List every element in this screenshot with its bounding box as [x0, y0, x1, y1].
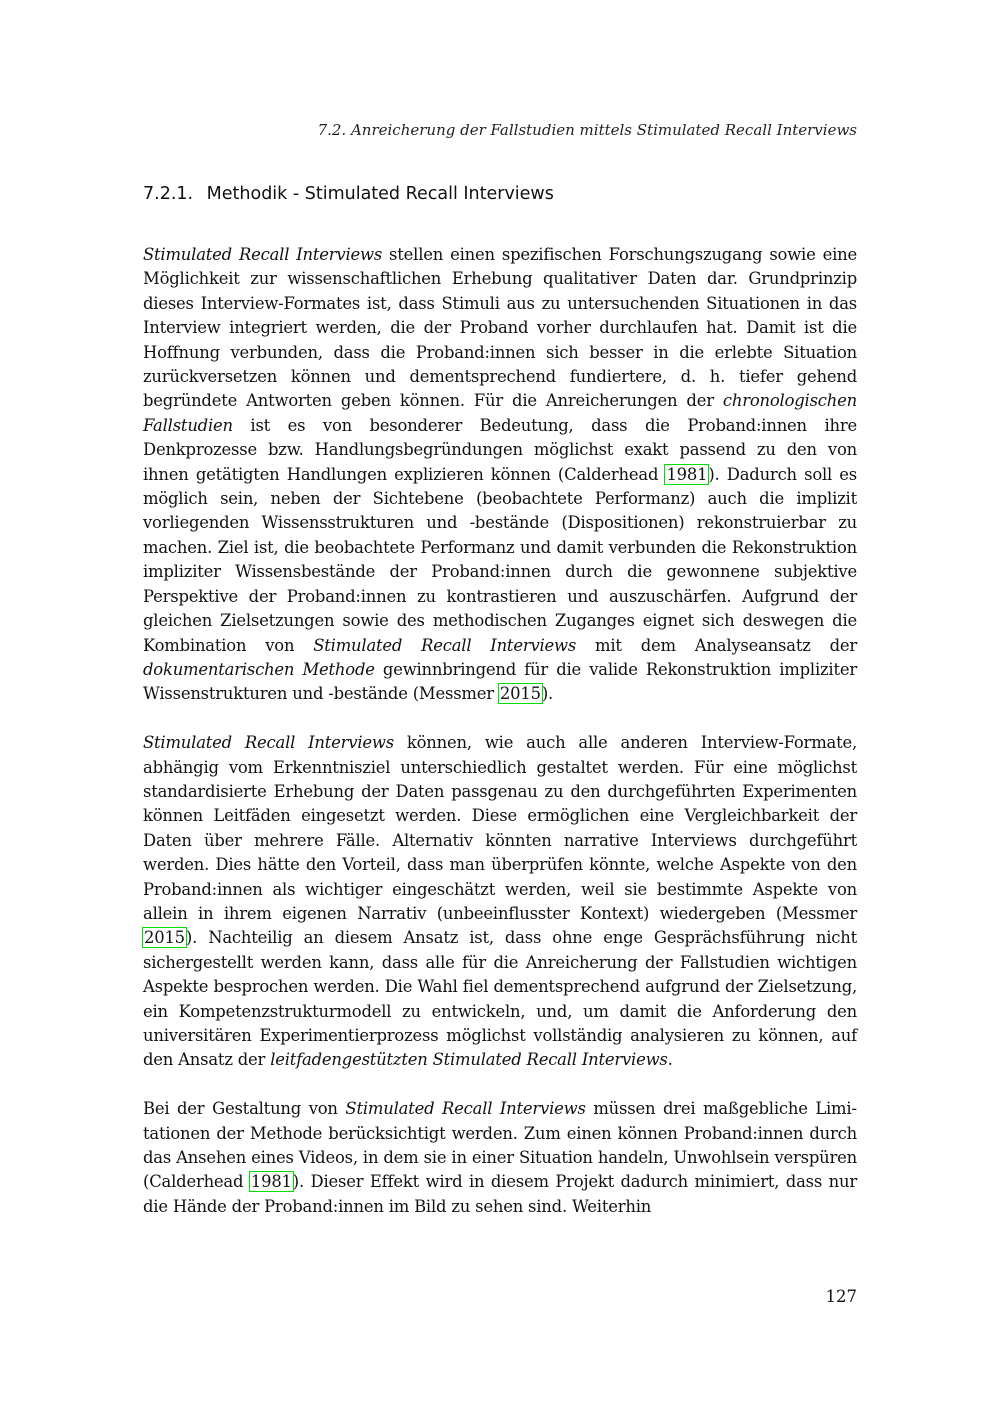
citation-link[interactable]: 1981	[666, 464, 708, 484]
italic-term: chronologischen Fallstudien	[143, 391, 857, 435]
citation-link[interactable]: 2015	[144, 928, 185, 948]
paragraph	[143, 731, 857, 1073]
text-run: gewinnbringend für die valide Rekonstruktion impliziter Wissenstrukturen und -bestände (Messmer	[143, 659, 857, 704]
section-number: 7.2.1.	[143, 184, 194, 204]
text-run: ). Nachteilig an diesem Ansatz ist, dass ohne enge Gesprächsführung nicht sichergestellt werden kann, dass alle für die Anreicherung der Fallstudien wichtigen Aspekte besprochen werden. Die Wahl fiel dementsprechend aufgrund der Zielsetzung, ein Kompetenzstrukturmodell zu entwickeln, und, um damit die Anforderung den universitären Experimentierprozess möglichst vollständig analysieren zu können, auf den Ansatz der	[143, 928, 857, 1070]
citation-link[interactable]: 2015	[499, 684, 541, 704]
italic-term: leitfadengestützten Stimulated Recall Interviews	[270, 1050, 668, 1070]
page-number: 127	[825, 1287, 857, 1306]
italic-term: Stimulated Recall Interviews	[313, 635, 577, 655]
text-run: Bei der Gestaltung von	[143, 1099, 346, 1119]
text-run: stellen einen spezifischen Forschungszugang sowie eine Möglichkeit zur wissenschaftlichen Erhebung qualitativer Daten dar. Grundprinzip dieses Interview-Formates ist, dass Stimuli aus zu untersuchenden Situationen in das Interview integriert werden, die der Proband vorher durchlaufen hat. Damit ist die Hoffnung verbunden, dass die Proband:innen sich besser in die erlebte Situation zurückversetzen können und dementsprechend fundiertere, d. h. tiefer gehend begründete Antworten geben können. Für die Anreicherungen der	[143, 245, 857, 411]
paragraph	[143, 243, 857, 707]
text-run: müssen drei maßgebliche Limitationen der Methode berücksichtigt werden. Zum einen können Proband:innen durch das Ansehen eines Videos, in dem sie in einer Situation handeln, Unwohlsein verspüren (Calderhead	[143, 1099, 857, 1192]
running-header: 7.2. Anreicherung der Fallstudien mittels Stimulated Recall Interviews	[317, 121, 857, 139]
section-heading	[143, 182, 857, 206]
italic-term: dokumentarischen Methode	[143, 659, 375, 679]
paragraph	[143, 1097, 857, 1219]
text-run: ).	[541, 684, 554, 704]
italic-term: Stimulated Recall Interviews	[143, 733, 394, 753]
section-title: Methodik - Stimulated Recall Interviews	[206, 184, 554, 204]
text-run: können, wie auch alle anderen Interview-Formate, abhängig vom Erkenntnisziel unterschiedlich gestaltet werden. Für eine möglichst standardisierte Erhebung der Daten passgenau zu den durchgeführten Experimenten können Leitfäden eingesetzt werden. Diese ermöglichen eine Vergleichbarkeit der Daten über mehrere Fälle. Alternativ könnten narrative Interviews durchgeführt werden. Dies hätte den Vorteil, dass man überprüfen könnte, welche Aspekte von den Proband:innen als wichtiger eingeschätzt werden, weil sie bestimmte Aspekte von allein in ihrem eigenen Narrativ (unbeeinflusster Kontext) wiedergeben (Messmer	[143, 733, 858, 923]
text-run: mit dem Analyseansatz der	[576, 635, 858, 655]
text-run: .	[667, 1050, 673, 1070]
text-run: ist es von besonderer Bedeutung, dass die Proband:innen ihre Denkprozesse bzw. Handlungsbegründungen möglichst exakt passend zu den von ihnen getätigten Handlungen explizieren können (Calderhead	[143, 415, 857, 484]
italic-term: Stimulated Recall Interviews	[143, 245, 383, 264]
italic-term: Stimulated Recall Interviews	[345, 1099, 586, 1119]
text-run: ). Dieser Effekt wird in diesem Projekt dadurch minimiert, dass nur die Hände der Proband:innen im Bild zu sehen sind. Weiterhin	[143, 1172, 857, 1216]
text-run: ). Dadurch soll es möglich sein, neben der Sichtebene (beobachtete Performanz) auch die implizit vorliegenden Wissensstrukturen und -bestände (Dispositionen) rekonstruierbar zu machen. Ziel ist, die beobachtete Performanz und damit verbunden die Rekonstruktion impliziter Wissensbestände der Proband:innen durch die gewonnene subjektive Perspektive der Proband:innen zu kontrastieren und auszuschärfen. Aufgrund der gleichen Zielsetzungen sowie des methodischen Zuganges eignet sich deswegen die Kombination von	[143, 464, 857, 655]
citation-link[interactable]: 1981	[250, 1172, 292, 1192]
body-text	[143, 243, 857, 1219]
